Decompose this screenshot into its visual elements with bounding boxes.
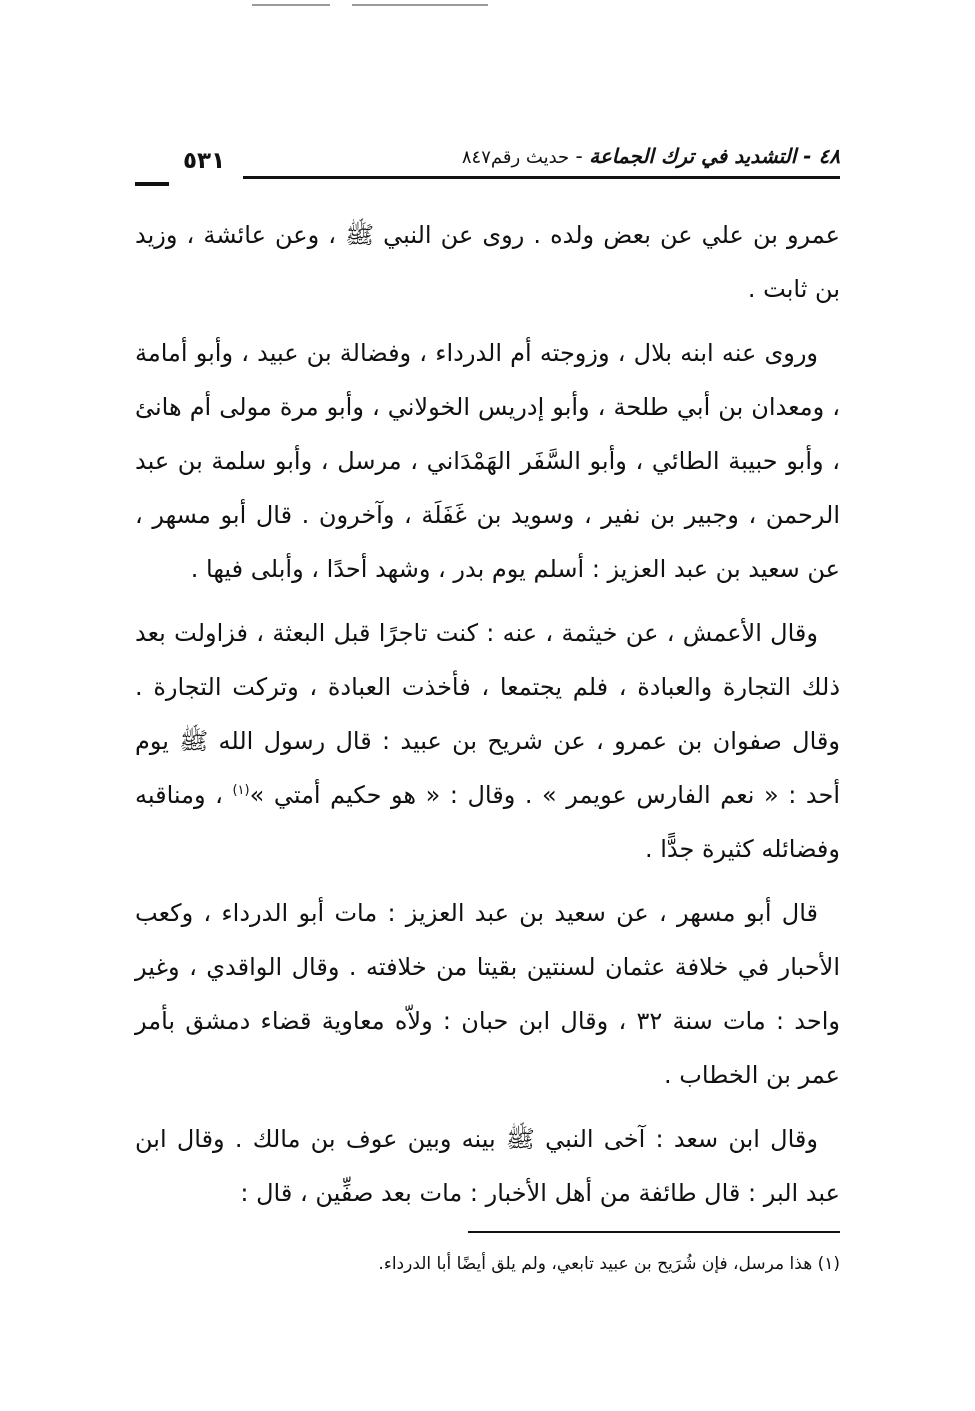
paragraph: وروى عنه ابنه بلال ، وزوجته أم الدرداء ، وفضالة بن عبيد ، وأبو أمامة ، ومعدان بن أبي طلحة ، وأبو إدريس الخولاني ، وأبو مرة مولى أم هانئ ، وأبو حبيبة الطائي ، وأبو السَّفَر الهَمْدَاني ، مرسل ، وأبو سلمة بن عبد الرحمن ، وجبير بن نفير ، وسويد بن غَفَلَة ، وآخرون . قال أبو مسهر ، عن سعيد بن عبد العزيز : أسلم يوم بدر ، وشهد أحدًا ، وأبلى فيها . — [135, 339, 840, 583]
header-rule — [243, 176, 840, 179]
running-title — [462, 144, 840, 168]
paragraph: عمرو بن علي عن بعض ولده . روى عن النبي ﷺ ، وعن عائشة ، وزيد بن ثابت . — [135, 221, 840, 303]
body-text — [135, 208, 840, 1230]
paragraph-text: وقال الأعمش ، عن خيثمة ، عنه : كنت تاجرًا قبل البعثة ، فزاولت بعد ذلك التجارة والعبادة ، فلم يجتمعا ، فأخذت العبادة ، وتركت التجارة . وقال صفوان بن عمرو ، عن شريح بن عبيد : قال رسول الله ﷺ يوم أحد : « نعم الفارس عويمر » . وقال : « هو حكيم أمتي » — [135, 619, 840, 809]
hadith-number: حديث رقم٨٤٧ — [461, 147, 570, 168]
scan-mark — [252, 4, 330, 6]
paragraph: قال أبو مسهر ، عن سعيد بن عبد العزيز : مات أبو الدرداء ، وكعب الأحبار في خلافة عثمان لسنتين بقيتا من خلافته . وقال الواقدي ، وغير واحد : مات سنة ٣٢ ، وقال ابن حبان : ولاّه معاوية قضاء دمشق بأمر عمر بن الخطاب . — [135, 899, 840, 1089]
footnote-text: هذا مرسل، فإن شُرَيح بن عبيد تابعي، ولم يلق أيضًا أبا الدرداء. — [378, 1254, 813, 1274]
chapter-title: ٤٨ - التشديد في ترك الجماعة — [589, 144, 840, 168]
page-number-dash — [135, 182, 169, 186]
footnote-separator — [468, 1231, 840, 1233]
paragraph: وقال ابن سعد : آخى النبي ﷺ بينه وبين عوف بن مالك . وقال ابن عبد البر : قال طائفة من أهل الأخبار : مات بعد صفِّين ، قال : — [135, 1125, 840, 1207]
page-header — [135, 140, 840, 188]
paragraph-text: ، ومناقبه وفضائله كثيرة جدًّا . — [135, 781, 840, 863]
scan-mark — [352, 4, 488, 6]
footnote-reference[interactable]: (١) — [232, 783, 250, 798]
paragraph — [135, 606, 840, 876]
page-number: ٥٣١ — [183, 148, 226, 174]
title-separator: - — [569, 144, 590, 168]
footnote — [135, 1250, 840, 1278]
footnote-marker: (١) — [817, 1254, 840, 1274]
